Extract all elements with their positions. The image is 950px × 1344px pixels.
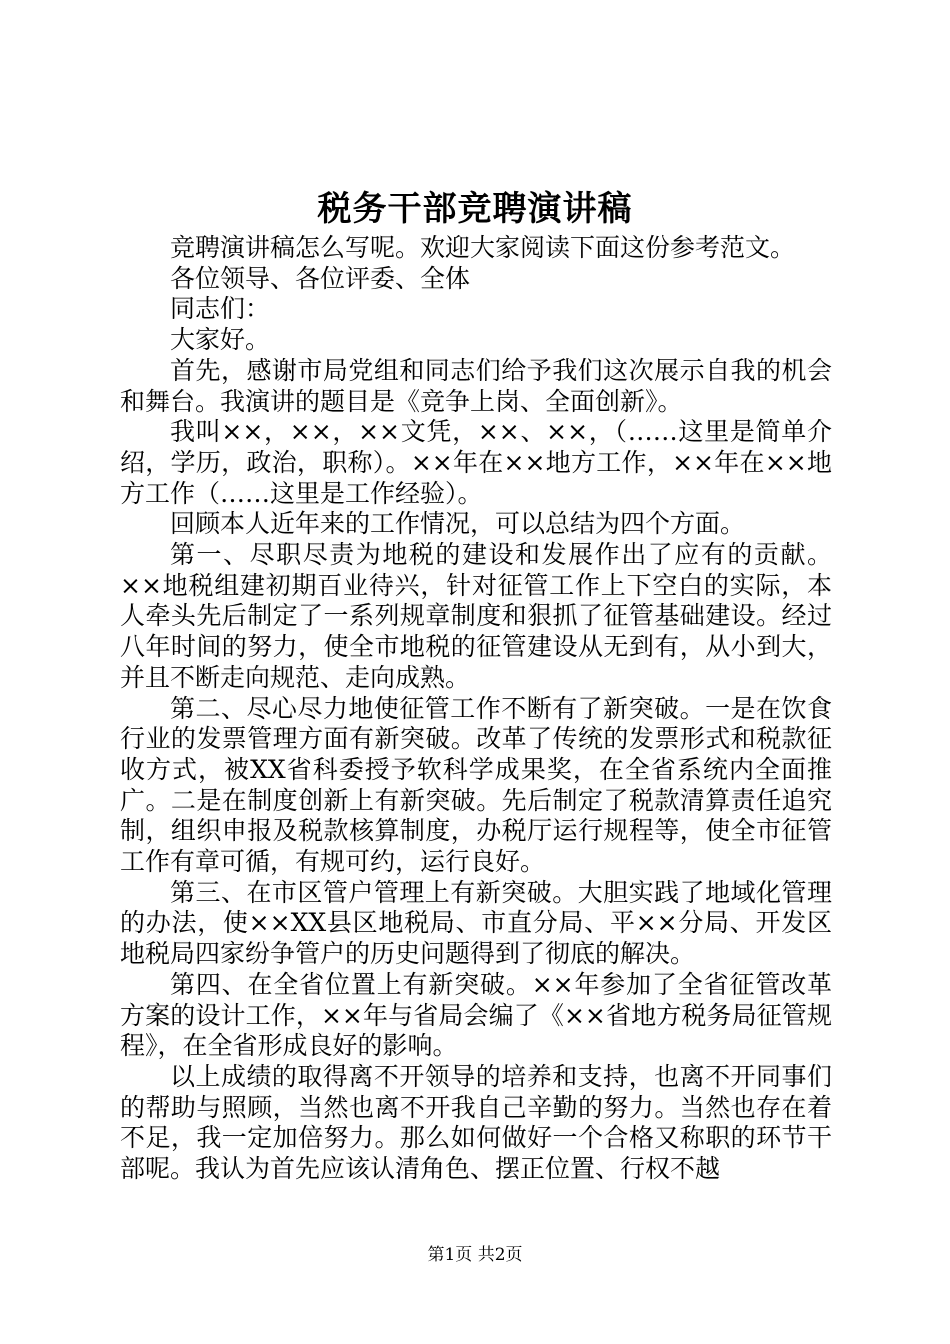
paragraph-self-intro: 我叫××，××，××文凭，××、××，（……这里是简单介绍，学历，政治，职称）。××年在××地方工作，××年在××地方工作（……这里是工作经验）。: [120, 417, 832, 508]
paragraph-thanks: 首先，感谢市局党组和同志们给予我们这次展示自我的机会和舞台。我演讲的题目是《竞争上岗、全面创新》。: [120, 355, 832, 416]
document-body: [120, 233, 832, 1185]
paragraph-third: 第三、在市区管户管理上有新突破。大胆实践了地域化管理的办法，使××XX县区地税局、市直分局、平××分局、开发区地税局四家纷争管户的历史问题得到了彻底的解决。: [120, 877, 832, 969]
paragraph-first: 第一、尽职尽责为地税的建设和发展作出了应有的贡献。××地税组建初期百业待兴，针对征管工作上下空白的实际，本人牵头先后制定了一系列规章制度和狠抓了征管基础建设。经过八年时间的努力，使全市地税的征管建设从无到有，从小到大，并且不断走向规范、走向成熟。: [120, 540, 832, 692]
paragraph-salutation: 各位领导、各位评委、全体: [170, 263, 471, 293]
paragraph-greeting: 大家好。: [170, 325, 271, 355]
page-footer: 第1页 共2页: [427, 1245, 523, 1265]
paragraph-salutation-cont: 同志们：: [170, 294, 271, 324]
paragraph-conclusion: 以上成绩的取得离不开领导的培养和支持，也离不开同事们的帮助与照顾，当然也离不开我自己辛勤的努力。当然也存在着不足，我一定加倍努力。那么如何做好一个合格又称职的环节干部呢。我认为首先应该认清角色、摆正位置、行权不越: [120, 1061, 832, 1184]
paragraph-fourth: 第四、在全省位置上有新突破。××年参加了全省征管改革方案的设计工作，××年与省局会编了《××省地方税务局征管规程》，在全省形成良好的影响。: [120, 969, 832, 1061]
document-title: 税务干部竞聘演讲稿: [317, 189, 633, 229]
paragraph-intro: 竞聘演讲稿怎么写呢。欢迎大家阅读下面这份参考范文。: [170, 233, 796, 262]
paragraph-second: 第二、尽心尽力地使征管工作不断有了新突破。一是在饮食行业的发票管理方面有新突破。改革了传统的发票形式和税款征收方式，被XX省科委授予软科学成果奖，在全省系统内全面推广。二是在制度创新上有新突破。先后制定了税款清算责任追究制，组织申报及税款核算制度，办税厅运行规程等，使全市征管工作有章可循，有规可约，运行良好。: [120, 693, 832, 877]
paragraph-review: 回顾本人近年来的工作情况，可以总结为四个方面。: [170, 509, 746, 539]
